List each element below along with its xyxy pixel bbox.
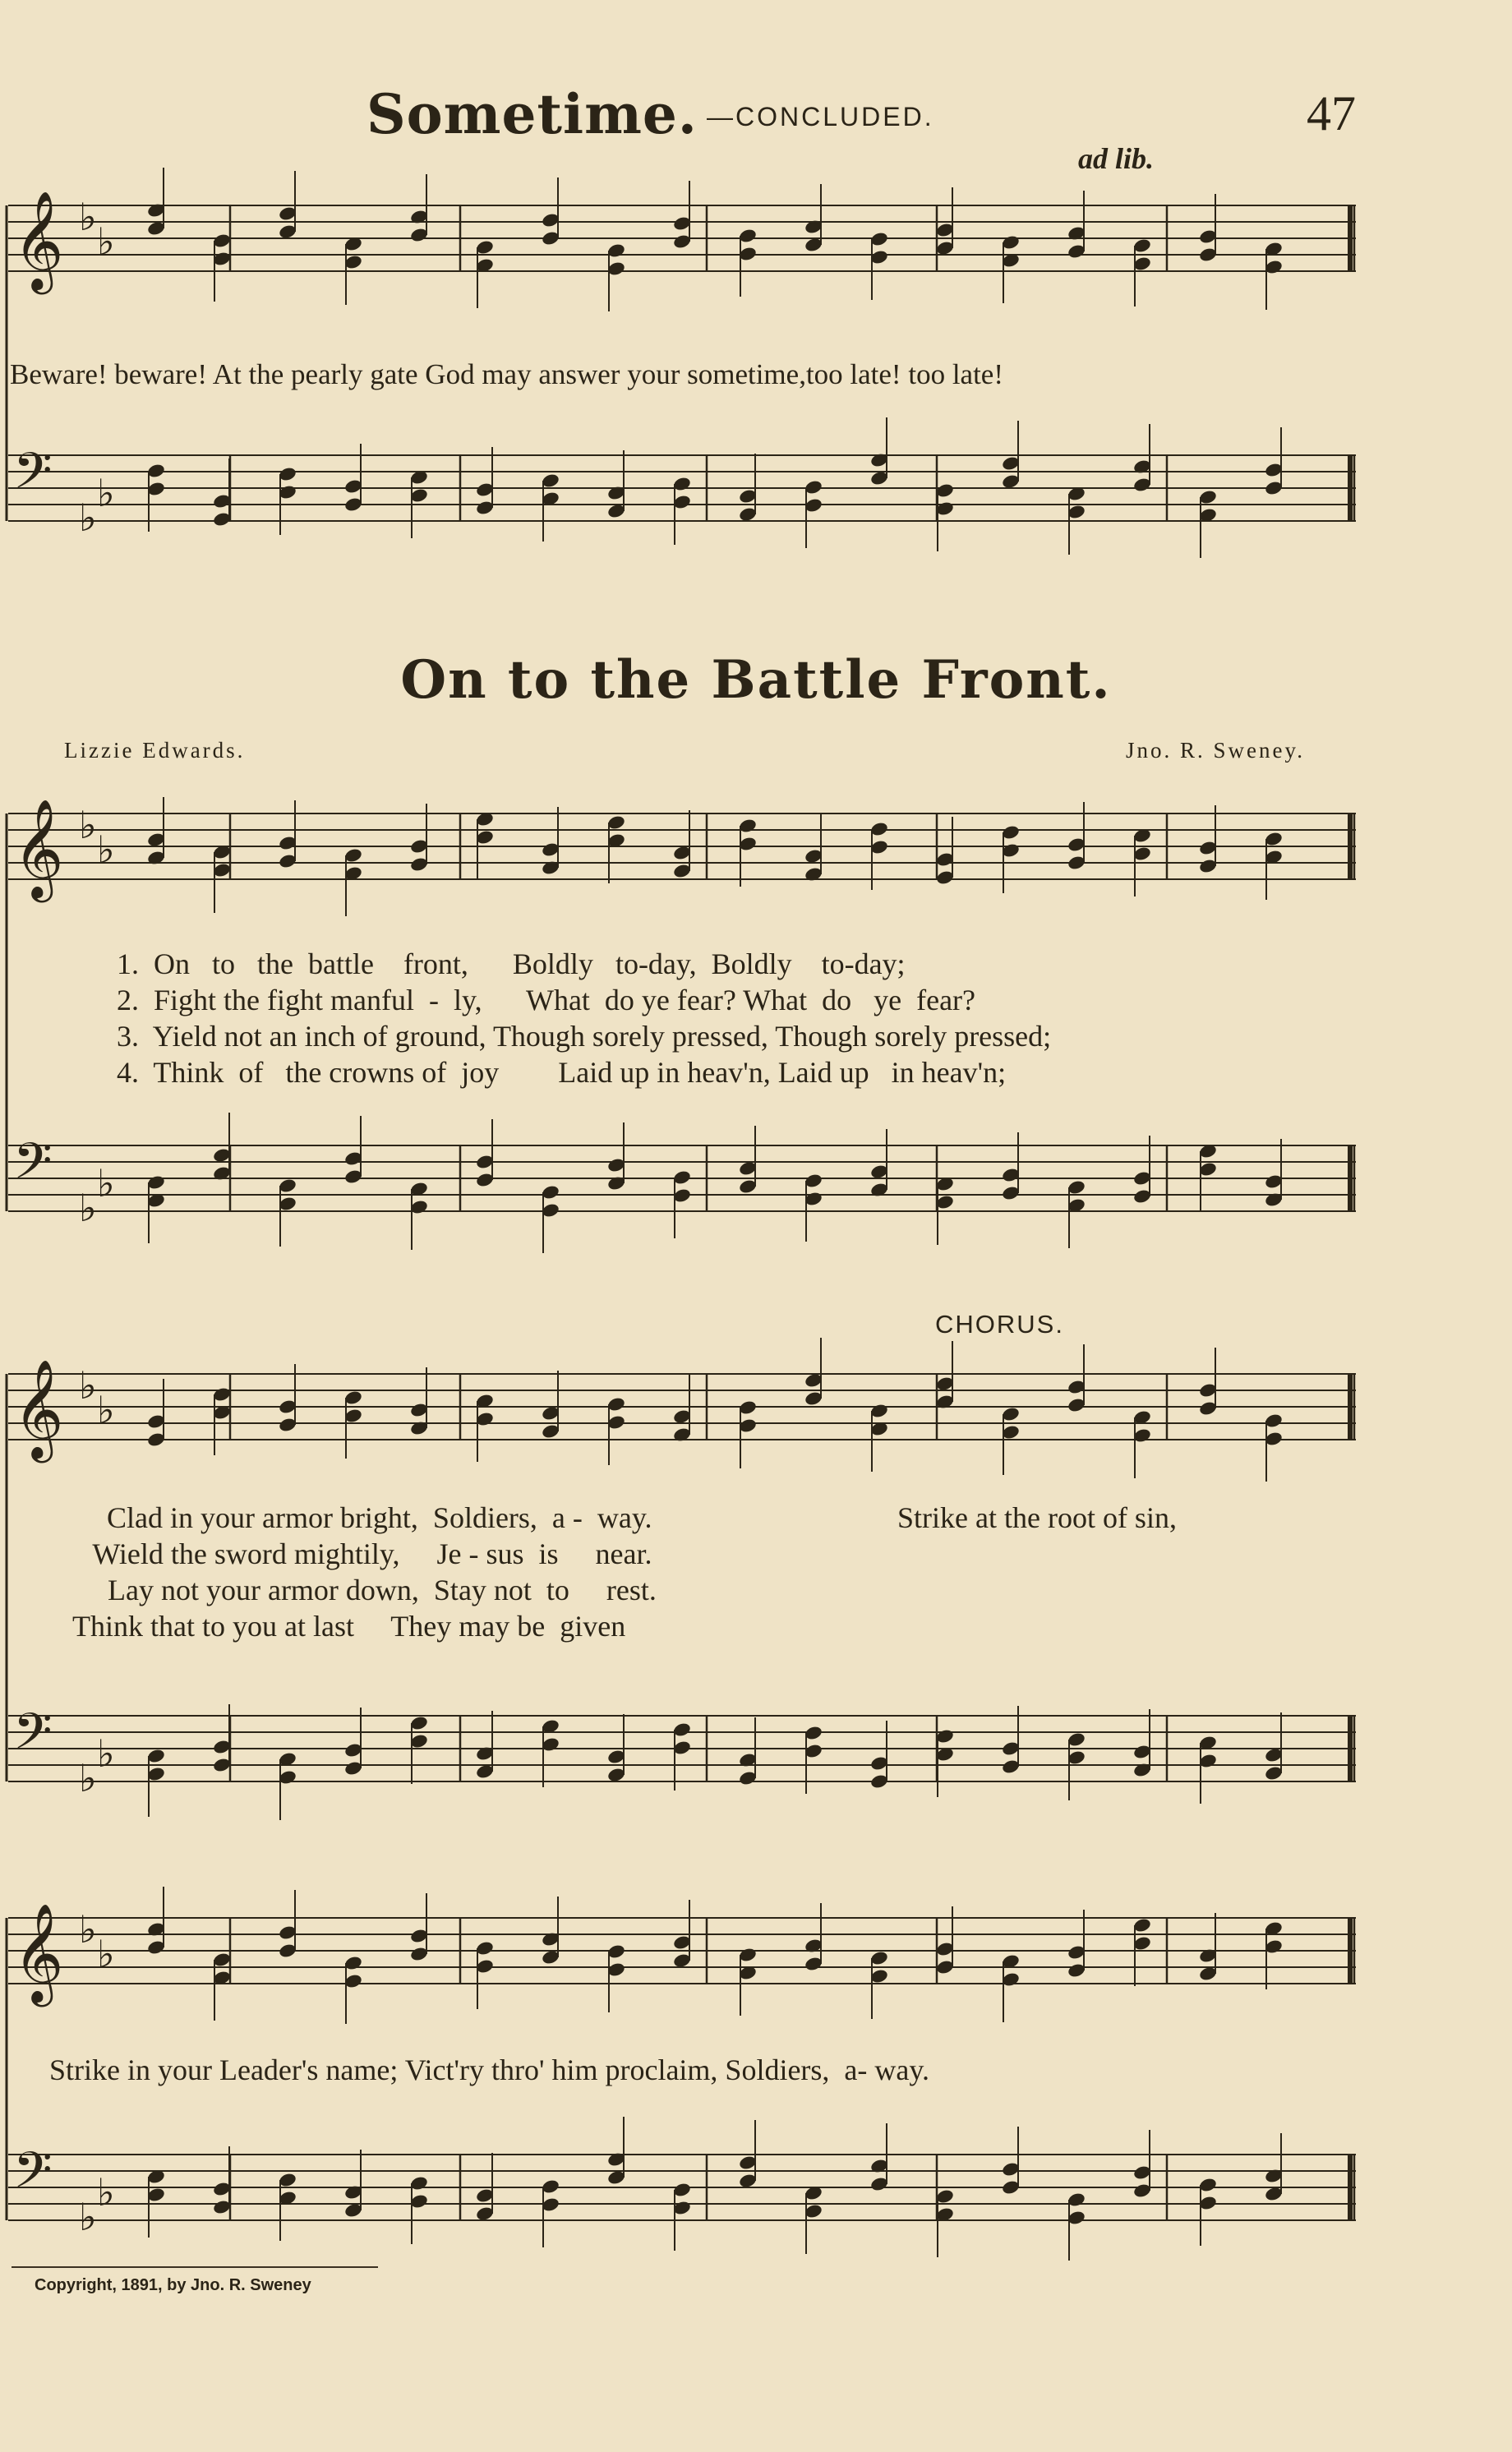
bass-clef-icon: 𝄢 <box>13 1703 53 1773</box>
flat-icon: ♭ <box>97 471 115 515</box>
verse-4-line-2: Think that to you at last They may be given <box>72 1610 626 1643</box>
flat-icon: ♭ <box>97 1731 115 1776</box>
bass-clef-icon: 𝄢 <box>13 1132 53 1203</box>
staff-7 <box>8 1887 1356 2024</box>
song-title: On to the Battle Front. <box>400 649 1112 711</box>
end-barline <box>1348 1374 1353 1440</box>
verse-2-line-2: Wield the sword mightily, Je - sus is near. <box>85 1537 652 1570</box>
chorus-line-1: Strike at the root of sin, <box>897 1501 1177 1534</box>
chorus-label: CHORUS. <box>935 1310 1064 1339</box>
flat-icon: ♭ <box>97 827 115 872</box>
end-barline <box>1348 813 1353 879</box>
staff-2 <box>8 417 1356 558</box>
page-number: 47 <box>1307 86 1356 141</box>
footer-rule <box>12 2266 378 2268</box>
end-barline <box>1348 205 1353 271</box>
verse-1-line-2: Clad in your armor bright, Soldiers, a - way. <box>107 1501 652 1534</box>
flat-icon: ♭ <box>79 195 97 239</box>
verse-3-line-1: 3. Yield not an inch of ground, Though sorely pressed, Though sorely pressed; <box>117 1020 1052 1053</box>
flat-icon: ♭ <box>79 1907 97 1952</box>
flat-icon: ♭ <box>97 1932 115 1976</box>
end-barline <box>1348 455 1353 521</box>
staff-5 <box>8 1338 1356 1482</box>
treble-clef-icon: 𝄞 <box>13 1358 64 1459</box>
copyright: Copyright, 1891, by Jno. R. Sweney <box>35 2276 311 2294</box>
flat-icon: ♭ <box>79 495 97 540</box>
treble-clef-icon: 𝄞 <box>13 190 64 290</box>
lyricist: Lizzie Edwards. <box>64 738 246 763</box>
bass-clef-icon: 𝄢 <box>13 442 53 513</box>
staff-1 <box>8 168 1356 311</box>
flat-icon: ♭ <box>97 1161 115 1205</box>
page-subtitle: —CONCLUDED. <box>707 102 934 131</box>
end-barline <box>1348 1716 1353 1781</box>
treble-clef-icon: 𝄞 <box>13 798 64 898</box>
tempo-direction: ad lib. <box>1078 142 1155 175</box>
flat-icon: ♭ <box>97 1388 115 1432</box>
flat-icon: ♭ <box>79 2195 97 2239</box>
composer: Jno. R. Sweney. <box>1126 738 1305 763</box>
staff-4 <box>8 1113 1356 1253</box>
bass-clef-icon: 𝄢 <box>13 2141 53 2212</box>
verse-2-line-1: 2. Fight the fight manful - ly, What do ye fear? What do ye fear? <box>117 984 976 1016</box>
end-barline <box>1348 2155 1353 2220</box>
flat-icon: ♭ <box>97 2170 115 2215</box>
staff-3 <box>8 797 1356 916</box>
flat-icon: ♭ <box>97 219 115 264</box>
flat-icon: ♭ <box>79 1363 97 1408</box>
staff-6 <box>8 1703 1356 1820</box>
verse-1-line-1: 1. On to the battle front, Boldly to-day, Boldly to-day; <box>117 947 906 980</box>
verse-4-line-1: 4. Think of the crowns of joy Laid up in heav'n, Laid up in heav'n; <box>117 1056 1007 1089</box>
flat-icon: ♭ <box>79 1186 97 1230</box>
end-barline <box>1348 1918 1353 1984</box>
chorus-line-2: Strike in your Leader's name; Vict'ry thro' him proclaim, Soldiers, a- way. <box>49 2053 930 2086</box>
treble-clef-icon: 𝄞 <box>13 1902 64 2003</box>
flat-icon: ♭ <box>79 803 97 847</box>
verse-3-line-2: Lay not your armor down, Stay not to rest. <box>85 1574 657 1606</box>
page-title: Sometime. <box>366 82 698 146</box>
flat-icon: ♭ <box>79 1756 97 1800</box>
staff-8 <box>8 2117 1356 2261</box>
end-barline <box>1348 1145 1353 1211</box>
sometime-lyric: Beware! beware! At the pearly gate God may answer your sometime,too late! too late! <box>10 358 1003 390</box>
